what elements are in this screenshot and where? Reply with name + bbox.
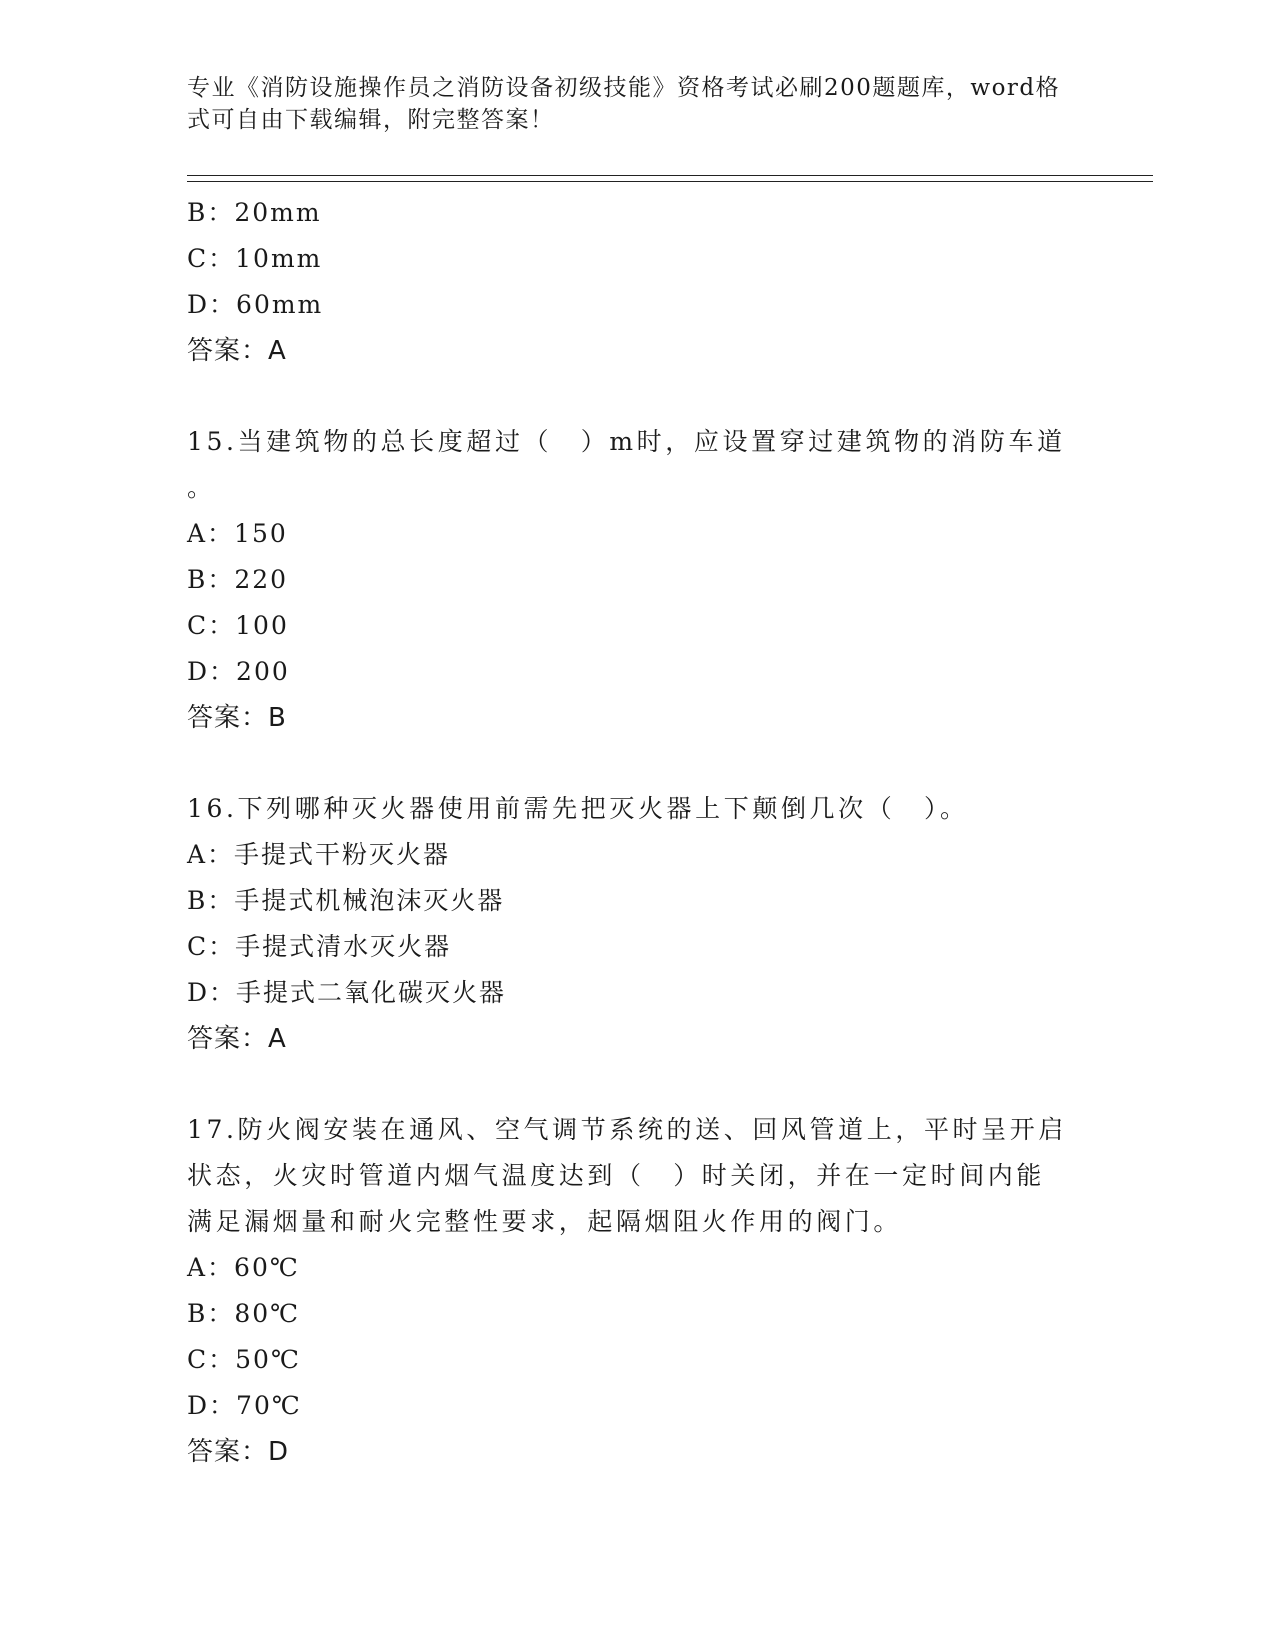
- option-c: C：手提式清水灭火器: [187, 932, 452, 961]
- option-d: D：200: [187, 657, 290, 686]
- answer-line: 答案：A: [187, 336, 287, 366]
- question-stem-line: 16.下列哪种灭火器使用前需先把灭火器上下颠倒几次（ ）。: [187, 794, 969, 823]
- answer-line: 答案：A: [187, 1024, 287, 1054]
- option-b: B：220: [187, 565, 289, 594]
- question-14-continued: [187, 190, 1067, 374]
- question-17: [187, 1107, 1067, 1475]
- question-list: [187, 190, 1067, 1475]
- spacer: [187, 374, 1067, 419]
- option-d: D：70℃: [187, 1391, 302, 1420]
- header-divider-bottom: [187, 181, 1153, 182]
- header-line-1: 专业《消防设施操作员之消防设备初级技能》资格考试必刷200题题库，word格: [187, 75, 1061, 101]
- answer-line: 答案：B: [187, 703, 287, 733]
- option-b: B：手提式机械泡沫灭火器: [187, 886, 505, 915]
- answer-line: 答案：D: [187, 1437, 290, 1467]
- option-c: C：10mm: [187, 244, 323, 273]
- option-d: D：60mm: [187, 290, 324, 319]
- option-d: D：手提式二氧化碳灭火器: [187, 978, 507, 1007]
- question-15: [187, 419, 1067, 741]
- option-a: A：60℃: [187, 1253, 300, 1282]
- spacer: [187, 1062, 1067, 1107]
- question-stem-line: 17.防火阀安装在通风、空气调节系统的送、回风管道上，平时呈开启: [187, 1115, 1067, 1144]
- option-a: A：手提式干粉灭火器: [187, 840, 451, 869]
- question-stem-line: 满足漏烟量和耐火完整性要求，起隔烟阻火作用的阀门。: [187, 1207, 903, 1236]
- document-header: [187, 72, 1067, 136]
- question-stem-line: 15.当建筑物的总长度超过（ ）m时，应设置穿过建筑物的消防车道: [187, 427, 1066, 456]
- question-stem-line: 。: [187, 473, 216, 502]
- option-b: B：80℃: [187, 1299, 301, 1328]
- option-c: C：100: [187, 611, 289, 640]
- header-line-2: 式可自由下载编辑，附完整答案！: [187, 107, 555, 133]
- question-16: [187, 786, 1067, 1062]
- spacer: [187, 741, 1067, 786]
- option-b: B：20mm: [187, 198, 322, 227]
- question-stem-line: 状态，火灾时管道内烟气温度达到（ ）时关闭，并在一定时间内能: [187, 1161, 1046, 1190]
- header-divider-top: [187, 175, 1153, 176]
- option-c: C：50℃: [187, 1345, 301, 1374]
- option-a: A：150: [187, 519, 288, 548]
